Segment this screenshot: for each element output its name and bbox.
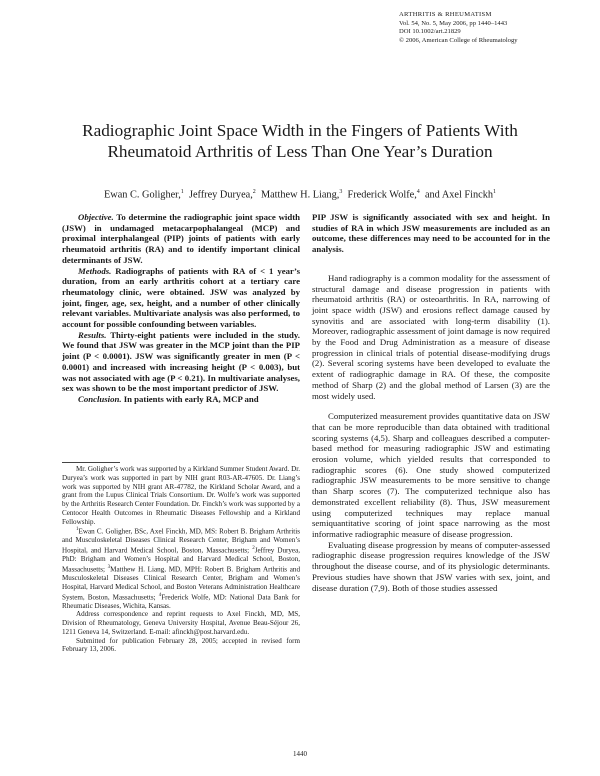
- author-list: [30, 186, 570, 201]
- section-label: Conclusion.: [78, 393, 122, 404]
- section-label: Results.: [78, 329, 107, 340]
- footnote-divider: [62, 462, 120, 463]
- author-affiliation-mark: 1: [180, 189, 184, 195]
- body-paragraph: Hand radiography is a common modality for the assessment of structural damage and disease progression in patients with rheumatoid arthritis (RA) or osteoarthritis. In RA, narrowing of joint space width (JSW) and erosions reflect damage caused by synovitis and are associated with long-term disability (1). Moreover, radiographic assessment of joint damage is now required by the Food and Drug Administration as a measure of disease progression in clinical trials of potential disease-modifying drugs (2). Several scoring systems have been developed to evaluate the extent of radiographic damage in RA. Of these, the composite method of Sharp (2) and the global method of Larsen (3) are the most widely used.: [312, 272, 550, 401]
- journal-header: [399, 11, 589, 46]
- abstract-text: To determine the radiographic joint space width (JSW) in undamaged metacarpophalangeal (MCP) and proximal interphalangeal (PIP) joints of patients with early rheumatoid arthritis (RA) and to identify important clinical determinants of JSW.: [62, 212, 300, 265]
- article-title: Radiographic Joint Space Width in the Fingers of Patients With Rheumatoid Arthritis of Less Than One Year’s Duration: [82, 121, 518, 161]
- footnote-correspondence: Address correspondence and reprint requests to Axel Finckh, MD, MS, Division of Rheumatology, Geneva University Hospital, Avenue Beau-Séjour 26, 1211 Geneva 14, Switzerland. E-mail: afinckh@post.harvard.edu.: [62, 610, 300, 636]
- abstract-conclusion-continued: PIP JSW is significantly associated with sex and height. In studies of RA in which JSW measurements are included as an outcome, these differences may need to be accounted for in the analysis.: [312, 212, 550, 255]
- abstract-text: Thirty-eight patients were included in the study. We found that JSW was greater in the MCP joint than the PIP joint (P < 0.0001). JSW was significantly greater in men (P < 0.0001) and increased with increasing height (P < 0.003), but was not associated with age (P < 0.21). In multivariate analyses, sex was shown to be the most important predictor of JSW.: [62, 329, 300, 394]
- right-column: [312, 212, 550, 593]
- section-label: Objective.: [78, 212, 114, 222]
- footnote-affiliations: $^1$Ewan C. Goligher, BSc, Axel Finckh, MD, MS: Robert B. Brigham Arthritis and Musculoskeletal Diseases Clinical Research Center, Brigham and Women’s Hospital, and Harvard Medical School, Boston, Massachusetts; $^2$Jeffrey Duryea, PhD: Brigham and Women’s Hospital and Harvard Medical School, Boston, Massachusetts; $^3$Matthew H. Liang, MD, MPH: Robert B. Brigham Arthritis and Musculoskeletal Diseases Clinical Research Center, Brigham and Women’s Hospital, Harvard Medical School, and Boston Veterans Administration Healthcare System, Boston, Massachusetts; $^4$Frederick Wolfe, MD: National Data Bank for Rheumatic Diseases, Wichita, Kansas.: [62, 527, 300, 610]
- abstract-objective: [62, 212, 300, 266]
- author-name: Jeffrey Duryea,: [188, 189, 253, 201]
- author-affiliation-mark: 2: [252, 189, 256, 195]
- abstract-text: In patients with early RA, MCP and: [123, 393, 259, 404]
- doi: DOI 10.1002/art.21829: [399, 28, 461, 36]
- author-affiliation-mark: 3: [339, 189, 343, 195]
- footnote-submitted: Submitted for publication February 28, 2005; accepted in revised form February 13, 2006.: [62, 636, 300, 654]
- abstract-results: [62, 330, 300, 394]
- body-paragraph: Computerized measurement provides quantitative data on JSW that can be more reproducible than data obtained with traditional scoring systems (4,5). Sharp and colleagues described a computer-based method for measuring radiographic JSW and estimating erosion volume, which yielded results that corresponded to radiographic scores (6). One study showed computerized radiographic JSW measurements to be more sensitive to change than Sharp scores (7). The computerized technique also has demonstrated excellent reliability (8). Thus, JSW measurement using computerized techniques may replace manual semiquantitative scoring of joint space narrowing as the most informative radiographic measure of disease progression.: [312, 411, 550, 539]
- footnotes: [62, 465, 300, 654]
- volume-info: Vol. 54, No. 5, May 2006, pp 1440–1443: [399, 19, 508, 27]
- author-affiliation-mark: 4: [416, 189, 420, 195]
- abstract-methods: [62, 266, 300, 330]
- footnote-support: Mr. Goligher’s work was supported by a Kirkland Summer Student Award. Dr. Duryea’s work was supported in part by NIH grant R03-AR-47605. Dr. Liang’s work was supported by NIH grant AR-47782, the Kirkland Scholar Award, and a grant from the Lupus Clinical Trials Consortium. Dr. Wolfe’s work was supported by the Arthritis Research Center Foundation. Dr. Finckh’s work was supported by a Centocor Health Outcomes in Rheumatic Diseases Fellowship and a Kirkland Fellowship.: [62, 465, 300, 526]
- section-label: Methods.: [78, 265, 112, 276]
- author-name: and Axel Finckh: [424, 189, 494, 201]
- body-paragraph: Evaluating disease progression by means of computer-assessed radiographic disease progression requires knowledge of the JSW throughout the disease course, and of its physiologic determinants. Previous studies have shown that JSW varies with sex, joint, and disease duration (7,9). Both of those studies assessed: [312, 539, 550, 593]
- author-name: Ewan C. Goligher,: [103, 189, 181, 201]
- journal-name: ARTHRITIS & RHEUMATISM: [399, 11, 492, 18]
- abstract-text: Radiographs of patients with RA of < 1 year’s duration, from an early arthritis cohort at a tertiary care rheumatology clinic, were obtained. JSW was analyzed by joint, finger, age, sex, height, and a number of other clinically relevant variables. Multivariate analysis was also performed, to account for possible confounding between variables.: [62, 265, 301, 330]
- author-affiliation-mark: 1: [493, 189, 497, 195]
- abstract-conclusion: [62, 394, 300, 405]
- author-name: Frederick Wolfe,: [347, 189, 417, 201]
- abstract: [62, 212, 300, 405]
- author-name: Matthew H. Liang,: [260, 189, 340, 201]
- copyright: © 2006, American College of Rheumatology: [399, 37, 518, 45]
- page-number: 1440: [293, 750, 307, 758]
